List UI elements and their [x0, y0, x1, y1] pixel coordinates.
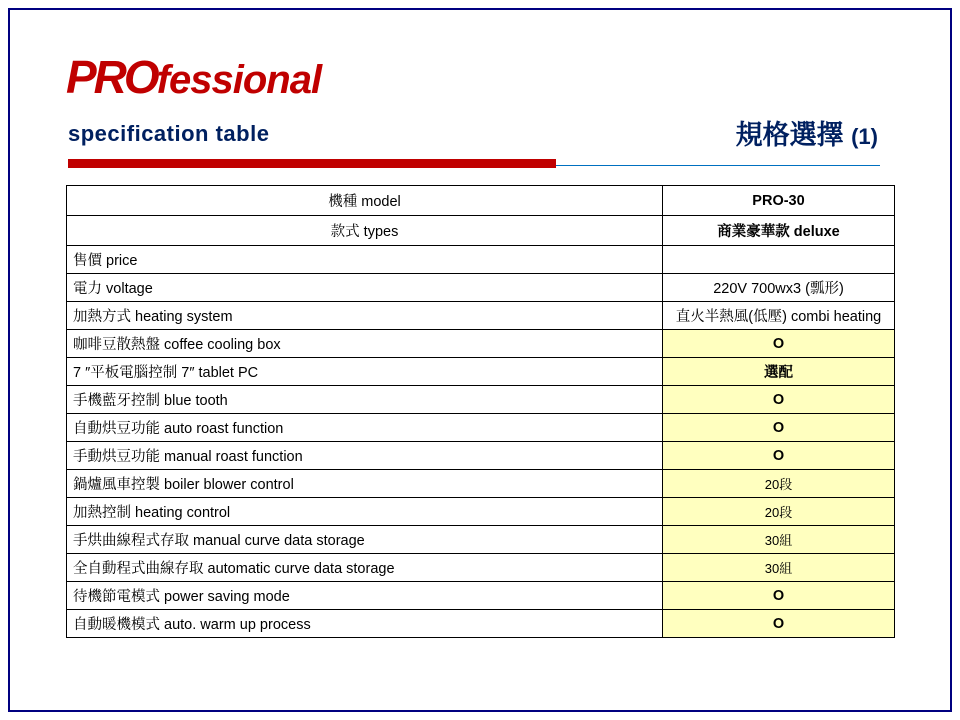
- row-value: O: [663, 386, 895, 414]
- brand-logo: [66, 50, 321, 104]
- row-label: 機種 model: [67, 186, 663, 216]
- table-row: [67, 470, 895, 498]
- row-label: 待機節電模式 power saving mode: [67, 582, 663, 610]
- row-label: 手機藍牙控制 blue tooth: [67, 386, 663, 414]
- page-title-cn: [736, 113, 878, 152]
- table-row: [67, 414, 895, 442]
- table-row: [67, 186, 895, 216]
- row-label: 鍋爐風車控製 boiler blower control: [67, 470, 663, 498]
- row-label: 7 ″平板電腦控制 7″ tablet PC: [67, 358, 663, 386]
- table-row: [67, 330, 895, 358]
- row-label: 咖啡豆散熱盤 coffee cooling box: [67, 330, 663, 358]
- row-label: 售價 price: [67, 246, 663, 274]
- row-value: 20段: [663, 498, 895, 526]
- table-row: [67, 526, 895, 554]
- specification-table: [66, 185, 895, 638]
- table-row: [67, 554, 895, 582]
- row-value: O: [663, 582, 895, 610]
- row-value: 220V 700wx3 (瓢形): [663, 274, 895, 302]
- row-label: 自動烘豆功能 auto roast function: [67, 414, 663, 442]
- table-row: [67, 246, 895, 274]
- row-value: [663, 246, 895, 274]
- row-value: 30組: [663, 526, 895, 554]
- row-value: 選配: [663, 358, 895, 386]
- frame-border-top: [8, 8, 950, 10]
- table-row: [67, 274, 895, 302]
- table-row: [67, 582, 895, 610]
- row-label: 全自動程式曲線存取 automatic curve data storage: [67, 554, 663, 582]
- divider-red: [68, 159, 556, 168]
- table-row: [67, 216, 895, 246]
- table-row: [67, 386, 895, 414]
- row-label: 加熱控制 heating control: [67, 498, 663, 526]
- table-row: [67, 442, 895, 470]
- brand-logo-rest: fessional: [156, 58, 322, 102]
- row-label: 自動暖機模式 auto. warm up process: [67, 610, 663, 638]
- row-value: 商業豪華款 deluxe: [663, 216, 895, 246]
- row-label: 手烘曲線程式存取 manual curve data storage: [67, 526, 663, 554]
- table-row: [67, 358, 895, 386]
- row-value: O: [663, 610, 895, 638]
- page-title-cn-number: (1): [851, 124, 878, 149]
- row-value: O: [663, 414, 895, 442]
- table-row: [67, 302, 895, 330]
- row-label: 手動烘豆功能 manual roast function: [67, 442, 663, 470]
- table-row: [67, 610, 895, 638]
- frame-border-left: [8, 8, 10, 712]
- row-label: 電力 voltage: [67, 274, 663, 302]
- page-title-cn-text: 規格選擇: [735, 120, 844, 150]
- page-title: specification table: [68, 121, 270, 146]
- frame-border-bottom: [8, 710, 950, 712]
- row-label: 款式 types: [67, 216, 663, 246]
- row-value: 20段: [663, 470, 895, 498]
- table-body: [67, 186, 895, 638]
- row-label: 加熱方式 heating system: [67, 302, 663, 330]
- frame-border-right: [950, 8, 952, 712]
- row-value: 直火半熱風(低壓) combi heating: [663, 302, 895, 330]
- row-value: PRO-30: [663, 186, 895, 216]
- row-value: 30組: [663, 554, 895, 582]
- brand-logo-pro: PRO: [66, 51, 157, 103]
- row-value: O: [663, 330, 895, 358]
- row-value: O: [663, 442, 895, 470]
- table-row: [67, 498, 895, 526]
